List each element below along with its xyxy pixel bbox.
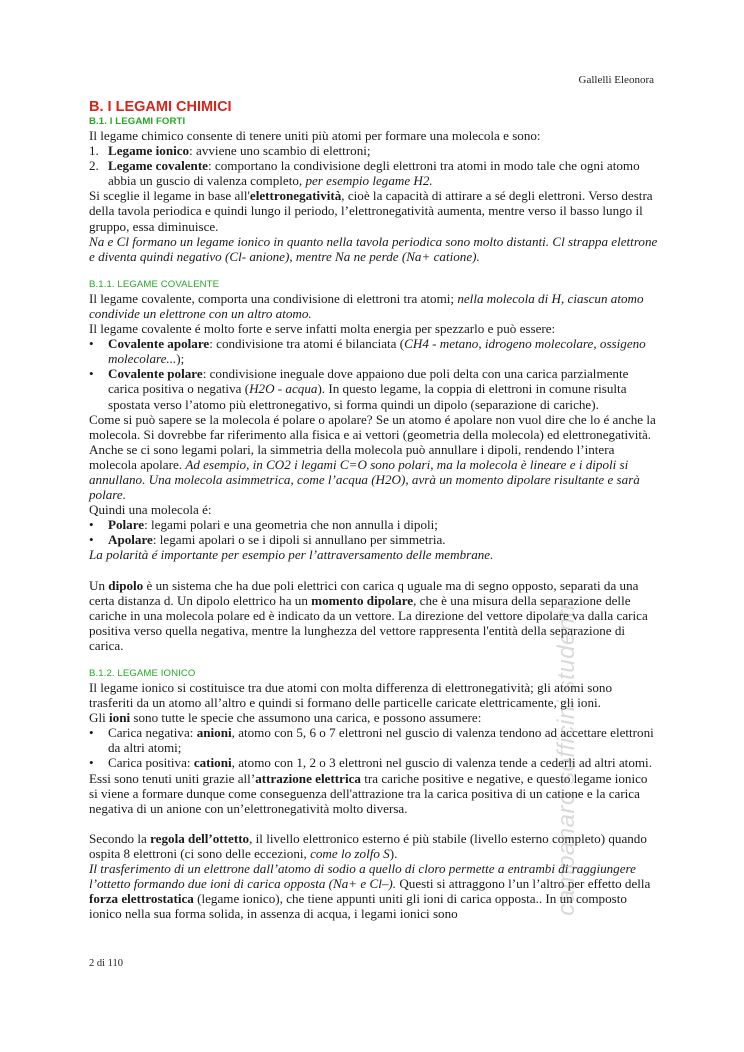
list-item: [89, 725, 659, 755]
text-run: );: [176, 351, 185, 367]
term: Polare: [108, 517, 145, 533]
text-run: Il legame covalente, comporta una condivisione di elettroni tra atomi;: [89, 290, 458, 306]
term: regola dell’ottetto: [150, 830, 250, 846]
list-item: [89, 366, 659, 411]
text-run: è un sistema che ha due poli elettrici con carica q uguale ma di segno opposto, separati da una certa distanza d. Un dipolo elettrico ha un: [89, 577, 639, 608]
numbered-list: [89, 143, 659, 188]
list-text: : avviene uno scambio di elettroni;: [189, 143, 371, 159]
text-run: : legami polari e una geometria che non annulla i dipoli;: [144, 517, 438, 533]
text-run: : legami apolari o se i dipoli si annullano per simmetria.: [152, 532, 446, 548]
paragraph: [89, 831, 659, 861]
term: anioni: [196, 725, 232, 741]
example-text: Na e Cl formano un legame ionico in quanto nella tavola periodica sono molto distanti. Cl strappa elettrone e diventa quindi negativo (Cl- anione), mentre Na ne perde (Na+ catione).: [89, 233, 658, 264]
page-number: 2 di 110: [89, 958, 124, 969]
example-text: La polarità é importante per esempio per l’attraversamento delle membrane.: [89, 547, 494, 563]
list-item: [89, 755, 659, 770]
paragraph: [89, 861, 659, 921]
text-run: , atomo con 1, 2 o 3 elettroni nel guscio di valenza tende a cederli ad altri atomi.: [231, 755, 652, 771]
term: momento dipolare: [311, 592, 414, 608]
example-paragraph: [89, 547, 659, 562]
text-run: ).: [389, 845, 398, 861]
example-text: nella molecola di H, ciascun atomo condivide un elettrone con un altro atomo.: [89, 290, 644, 321]
paragraph: Il legame chimico consente di tenere uniti più atomi per formare una molecola e sono:: [89, 128, 541, 143]
paragraph: [89, 710, 659, 725]
paragraph: [89, 188, 659, 233]
example-paragraph: [89, 234, 659, 264]
text-run: sono tutte le specie che assumono una carica, e possono assumere:: [130, 710, 482, 726]
paragraph: [89, 412, 659, 503]
example-text: CH4 - metano, idrogeno molecolare, ossigeno molecolare...: [108, 336, 646, 367]
term: Legame ionico: [108, 143, 190, 159]
term: Covalente apolare: [108, 336, 210, 352]
text-run: : condivisione ineguale dove appaiono due poli delta con una carica parzialmente carica positiva o negativa (: [108, 366, 629, 397]
bullet: •: [89, 366, 94, 382]
paragraph: Quindi una molecola é:: [89, 502, 212, 518]
list-item: [89, 336, 659, 366]
paragraph: [89, 291, 659, 321]
text-run: , il livello elettronico esterno é più stabile (livello esterno completo) quando ospita 8 elettroni (ci sono delle eccezioni,: [89, 830, 647, 861]
text-run: Gli: [89, 710, 110, 726]
text-run: , che è una misura della separazione delle cariche in una molecola polare ed è indicato da un vettore. La direzione del vettore dipolare va dalla carica positiva verso quella negativa, mentre la lunghezza del vettore rappresenta l'entità della separazione di carica.: [89, 592, 648, 653]
list-item: [89, 517, 659, 532]
text-run: , cioè la capacità di attirare a sé degli elettroni. Verso destra della tavola periodica e quindi lungo il periodo, l’elettronegatività aumenta, mentre verso il basso lungo il gruppo, essa diminuisce.: [89, 188, 653, 234]
text-run: Carica positiva:: [108, 755, 194, 771]
list-item: [89, 158, 659, 188]
list-number: 2.: [89, 158, 99, 174]
paragraph: Il legame covalente é molto forte e serve infatti molta energia per spezzarlo e può essere:: [89, 321, 556, 337]
example-text: H2O - acqua: [249, 381, 318, 397]
list-number: 1.: [89, 143, 99, 159]
bullet: •: [89, 517, 94, 533]
bullet: •: [89, 725, 94, 741]
term: Covalente polare: [108, 366, 203, 382]
watermark: campanaro sofficini studenti: [553, 604, 580, 916]
term: Legame covalente: [108, 158, 208, 174]
document-body: [89, 98, 659, 921]
text-run: Un: [89, 577, 109, 593]
text-run: Essi sono tenuti uniti grazie all’: [89, 770, 256, 786]
term: elettronegatività: [249, 188, 342, 204]
term: ioni: [109, 710, 131, 726]
list-text: : comportano la condivisione degli elettroni tra atomi in modo tale che ogni atomo abbia un guscio di valenza completo,: [108, 158, 640, 189]
text-run: , atomo con 5, 6 o 7 elettroni nel guscio di valenza tendono ad accettare elettroni da altri atomi;: [108, 725, 654, 756]
bullet: •: [89, 755, 94, 771]
example-text: per esempio legame H2.: [305, 173, 433, 189]
term: dipolo: [108, 577, 144, 593]
example-text: Ad esempio, in CO2 i legami C=O sono polari, ma la molecola è lineare e i dipoli si annullano. Una molecola asimmetrica, come l’acqua (H2O), avrà un momento dipolare risultante e sarà polare.: [89, 456, 640, 503]
term: Apolare: [108, 532, 153, 548]
term: cationi: [193, 755, 232, 771]
text-run: tra cariche positive e negative, e questo legame ionico si viene a formare dunque come conseguenza dell'attrazione tra la carica positiva di un catione e la carica negativa di un anione con un’elettronegatività molto diversa.: [89, 770, 648, 816]
list-item: [89, 143, 659, 158]
example-text: come lo zolfo S: [310, 845, 390, 861]
text-run: Secondo la: [89, 830, 151, 846]
text-run: Questi si attraggono l’un l’altro per effetto della: [396, 876, 651, 892]
paragraph: [89, 771, 659, 816]
text-run: : condivisione tra atomi é bilanciata (: [209, 336, 405, 352]
section-heading-b12: B.1.2. LEGAME IONICO: [89, 668, 196, 679]
text-run: Carica negativa:: [108, 725, 197, 741]
bullet: •: [89, 532, 94, 548]
example-text: Il trasferimento di un elettrone dall’atomo di sodio a quello di cloro permette a entrambi di raggiungere l’ottetto formando due ioni di carica opposta (Na+ e Cl–).: [89, 861, 636, 892]
chapter-title: B. I LEGAMI CHIMICI: [89, 99, 232, 115]
bullet-list: [89, 517, 659, 547]
section-heading-b11: B.1.1. LEGAME COVALENTE: [89, 278, 220, 290]
term: forza elettrostatica: [89, 891, 194, 907]
bullet: •: [89, 336, 94, 352]
section-heading-b1: B.1. I LEGAMI FORTI: [89, 116, 186, 127]
paragraph: [89, 578, 659, 653]
bullet-list: [89, 336, 659, 411]
list-item: [89, 532, 659, 547]
text-run: (legame ionico), che tiene appunti uniti gli ioni di carica opposta.. In un composto ionico nella sua forma solida, in assenza di acqua, i legami ionici sono: [89, 891, 627, 922]
text-run: Si sceglie il legame in base all': [89, 188, 250, 204]
text-run: ). In questo legame, la coppia di elettroni in comune risulta spostata verso l’atomo più elettronegativo, si forma quindi un dipolo (separazione di cariche).: [108, 381, 627, 412]
bullet-list: [89, 725, 659, 770]
text-run: Come si può sapere se la molecola é polare o apolare? Se un atomo é apolare non vuol dire che lo é anche la molecola. Si dovrebbe far riferimento alla fisica e ai vettori (geometria della molecola) ed elettronegatività. Anche se ci sono legami polari, la simmetria della molecola può annullare i dipoli, rendendo l’intera molecola apolare.: [89, 411, 656, 472]
page-author: Gallelli Eleonora: [578, 74, 654, 86]
paragraph: Il legame ionico si costituisce tra due atomi con molta differenza di elettronegatività; gli atomi sono trasferiti da un atomo all’altro e quindi si formano delle particelle caricate elettricamente, gli ioni.: [89, 680, 612, 711]
term: attrazione elettrica: [255, 770, 361, 786]
